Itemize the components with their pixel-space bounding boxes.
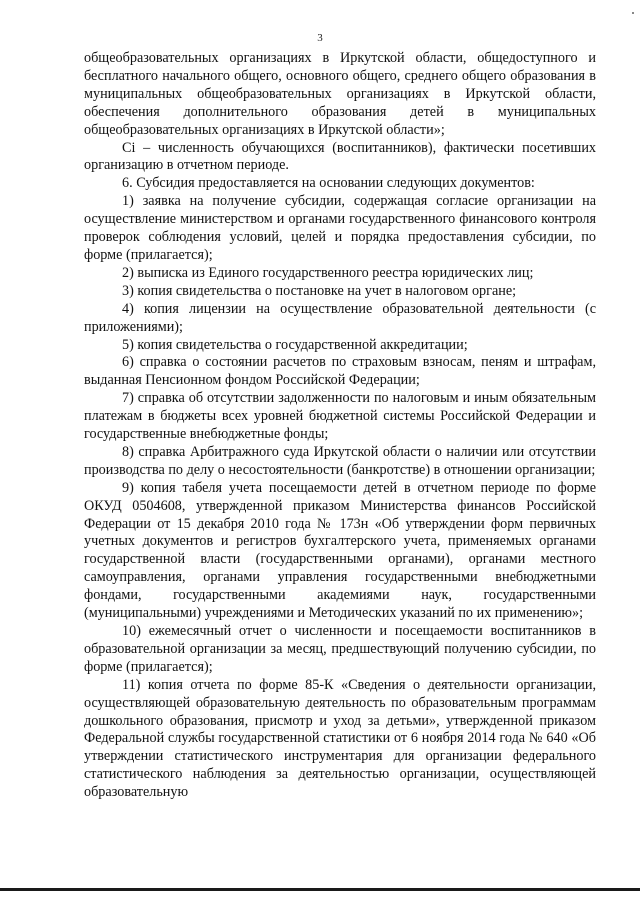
document-body — [84, 50, 596, 802]
list-item-2: 2) выписка из Единого государственного реестра юридических лиц; — [122, 264, 534, 281]
list-item-10: 10) ежемесячный отчет о численности и посещаемости воспитанников в образовательной организации за месяц, предшествующий получению субсидии, по форме (прилагается); — [84, 623, 596, 675]
list-item-1: 1) заявка на получение субсидии, содержащая согласие организации на осуществление министерством и органами государственного финансового контроля проверок соблюдения условий, целей и порядка предоставления субсидии, по форме (прилагается); — [84, 193, 596, 263]
paragraph-ci-definition: Ci – численность обучающихся (воспитанников), фактически посетивших организацию в отчетном периоде. — [84, 139, 596, 174]
list-item-6: 6) справка о состоянии расчетов по страховым взносам, пеням и штрафам, выданная Пенсионном фондом Российской Федерации; — [84, 354, 596, 389]
list-item-11: 11) копия отчета по форме 85-К «Сведения о деятельности организации, осуществляющей образовательную деятельность по образовательным программам дошкольного образования, присмотр и уход за детьми», утвержденной приказом Федеральной службы государственной статистики от 6 ноября 2014 года № 640 «Об утверждении статистического инструментария для организации федерального статистического наблюдения за деятельностью организации, осуществляющей образовательную — [84, 676, 596, 801]
paragraph-continuation: общеобразовательных организациях в Иркутской области, общедоступного и бесплатного начального общего, основного общего, среднего общего образования в муниципальных общеобразовательных организациях в Иркутской области, обеспечения дополнительного образования детей в муниципальных общеобразовательных организациях в Иркутской области»; — [84, 50, 596, 138]
list-item-3: 3) копия свидетельства о постановке на учет в налоговом органе; — [122, 282, 517, 299]
bottom-scan-border — [0, 888, 640, 891]
scan-speck — [632, 12, 634, 14]
list-item-8: 8) справка Арбитражного суда Иркутской области о наличии или отсутствии производства по делу о несостоятельности (банкротстве) в отношении организации; — [84, 443, 596, 478]
page-number: 3 — [317, 32, 323, 44]
list-item-9: 9) копия табеля учета посещаемости детей в отчетном периоде по форме ОКУД 0504608, утвержденной приказом Министерства финансов Российской Федерации от 15 декабря 2010 года № 173н «Об утверждении форм первичных учетных документов и регистров бухгалтерского учета, применяемых органами государственной власти (государственными органами), органами местного самоуправления, органами управления государственными внебюджетными фондами, государственными академиями наук, государственными (муниципальными) учреждениями и Методических указаний по их применению»; — [84, 479, 596, 622]
paragraph-item-6: 6. Субсидия предоставляется на основании следующих документов: — [122, 175, 535, 192]
list-item-5: 5) копия свидетельства о государственной аккредитации; — [122, 336, 468, 353]
list-item-4: 4) копия лицензии на осуществление образовательной деятельности (с приложениями); — [84, 300, 596, 335]
list-item-7: 7) справка об отсутствии задолженности по налоговым и иным обязательным платежам в бюджеты всех уровней бюджетной системы Российской Федерации и государственные внебюджетные фонды; — [84, 390, 596, 443]
